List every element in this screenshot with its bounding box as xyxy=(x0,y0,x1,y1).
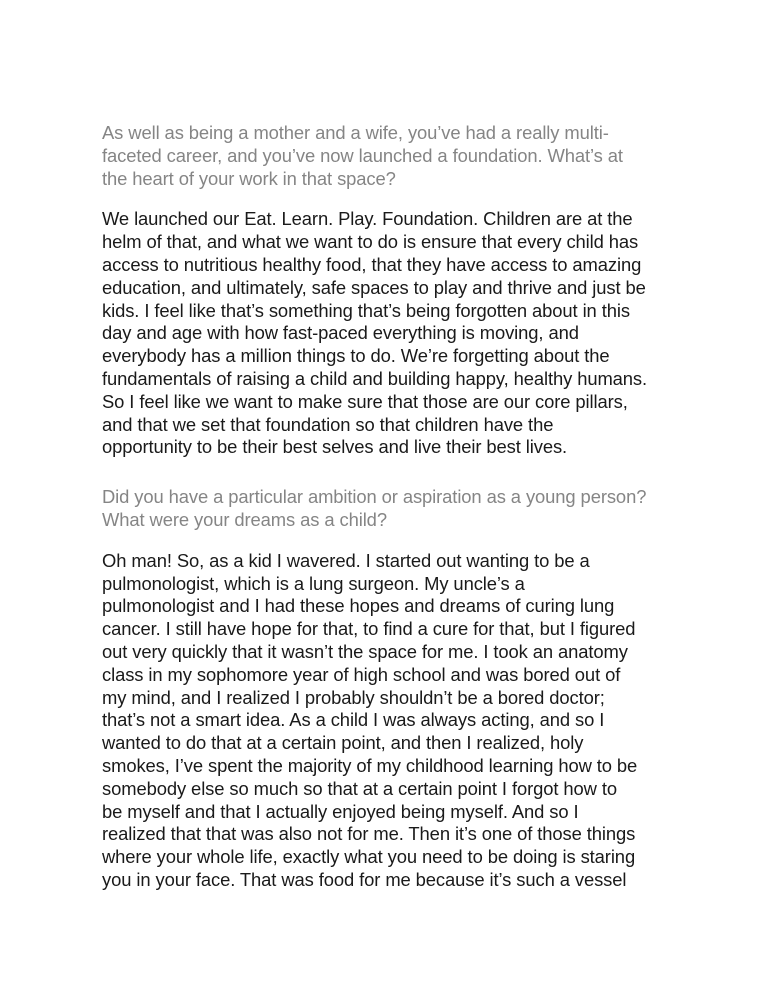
answer-line: my mind, and I realized I probably shouldn’t be a bored doctor; xyxy=(102,686,605,708)
question-line: the heart of your work in that space? xyxy=(102,167,396,189)
question-line: faceted career, and you’ve now launched a foundation. What’s at xyxy=(102,144,623,166)
question-line: As well as being a mother and a wife, you’ve had a really multi- xyxy=(102,122,609,143)
answer-line: that’s not a smart idea. As a child I was always acting, and so I xyxy=(102,709,605,731)
answer-line: and that we set that foundation so that children have the xyxy=(102,413,554,435)
answer-line: smokes, I’ve spent the majority of my childhood learning how to be xyxy=(102,754,638,776)
answer-line: education, and ultimately, safe spaces to play and thrive and just be xyxy=(102,276,646,298)
answer-line: out very quickly that it wasn’t the space for me. I took an anatomy xyxy=(102,640,628,662)
answer-line: class in my sophomore year of high school and was bored out of xyxy=(102,663,621,685)
answer-line: opportunity to be their best selves and live their best lives. xyxy=(102,436,568,458)
answer-line: access to nutritious healthy food, that they have access to amazing xyxy=(102,253,642,275)
answer-line: realized that that was also not for me. Then it’s one of those things xyxy=(102,823,636,845)
question-line: What were your dreams as a child? xyxy=(102,508,387,530)
answer-line: be myself and that I actually enjoyed being myself. And so I xyxy=(102,800,579,822)
interview-answer xyxy=(102,208,682,459)
answer-line: everybody has a million things to do. We’re forgetting about the xyxy=(102,345,610,367)
interview-question xyxy=(102,486,682,532)
answer-line: day and age with how fast-paced everything is moving, and xyxy=(102,322,579,344)
interview-answer xyxy=(102,550,682,892)
answer-line: wanted to do that at a certain point, and then I realized, holy xyxy=(102,732,584,754)
interview-question xyxy=(102,122,682,190)
answer-line: cancer. I still have hope for that, to find a cure for that, but I figured xyxy=(102,618,636,640)
question-line: Did you have a particular ambition or aspiration as a young person? xyxy=(102,486,647,508)
answer-line: helm of that, and what we want to do is ensure that every child has xyxy=(102,231,639,253)
answer-line: We launched our Eat. Learn. Play. Foundation. Children are at the xyxy=(102,208,633,230)
answer-line: you in your face. That was food for me because it’s such a vessel xyxy=(102,868,627,890)
answer-line: pulmonologist, which is a lung surgeon. My uncle’s a xyxy=(102,572,525,594)
answer-line: somebody else so much so that at a certain point I forgot how to xyxy=(102,777,617,799)
answer-line: fundamentals of raising a child and building happy, healthy humans. xyxy=(102,367,648,389)
answer-line: Oh man! So, as a kid I wavered. I started out wanting to be a xyxy=(102,549,590,571)
interview-page xyxy=(102,122,682,892)
answer-line: kids. I feel like that’s something that’s being forgotten about in this xyxy=(102,299,630,321)
answer-line: where your whole life, exactly what you need to be doing is staring xyxy=(102,846,636,868)
answer-line: pulmonologist and I had these hopes and dreams of curing lung xyxy=(102,595,615,617)
answer-line: So I feel like we want to make sure that those are our core pillars, xyxy=(102,390,628,412)
